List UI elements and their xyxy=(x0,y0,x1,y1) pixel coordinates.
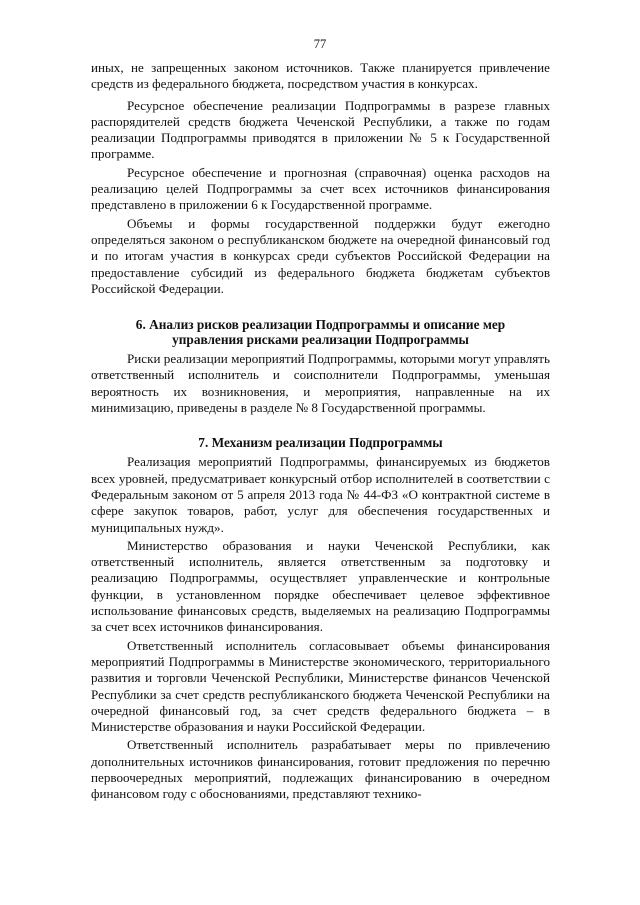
paragraph-additional-sources: Ответственный исполнитель разрабатывает меры по привлечению дополнительных источников финансирования, готовит предложения по перечню первоочередных мероприятий, подлежащих финансированию в очередном финансовом году с обоснованиями, представляют технико- xyxy=(91,737,550,802)
paragraph-mechanism-procurement: Реализация мероприятий Подпрограммы, финансируемых из бюджетов всех уровней, предусматривает конкурсный отбор исполнителей в соответствии с Федеральным законом от 5 апреля 2013 года № 44-ФЗ «О контрактной системе в сфере закупок товаров, работ, услуг для обеспечения государственных и муниципальных нужд». xyxy=(91,454,550,535)
page-number: 77 xyxy=(313,37,327,51)
paragraph-ministry-responsibility: Министерство образования и науки Чеченской Республики, как ответственный исполнитель, является ответственным за подготовку и реализацию Подпрограммы, осуществляет управленческие и контрольные функции, в установленном порядке обеспечивает целевое эффективное использование финансовых средств, выделяемых на реализацию Подпрограммы за счет всех источников финансирования. xyxy=(91,537,550,635)
section-6-heading xyxy=(91,317,550,347)
paragraph-financing-coordination: Ответственный исполнитель согласовывает объемы финансирования мероприятий Подпрограммы в Министерстве экономического, территориального развития и торговли Чеченской Республики, Министерстве финансов Чеченской Республики за счет средств республиканского бюджета Чеченской Республики на очередной финансовый год, за счет средств федерального бюджета – в Министерстве образования и науки Российской Федерации. xyxy=(91,637,550,735)
paragraph-resource-forecast: Ресурсное обеспечение и прогнозная (справочная) оценка расходов на реализацию целей Подпрограммы за счет всех источников финансирования представлено в приложении 6 к Государственной программе. xyxy=(91,164,550,213)
paragraph-state-support: Объемы и формы государственной поддержки будут ежегодно определяться законом о республиканском бюджете на очередной финансовый год и по итогам участия в конкурсах среди субъектов Российской Федерации на предоставление субсидий из федерального бюджета бюджетам субъектов Российской Федерации. xyxy=(91,215,550,296)
paragraph-resource-distribution: Ресурсное обеспечение реализации Подпрограммы в разрезе главных распорядителей средств бюджета Чеченской Республики, а также по годам реализации Подпрограммы приводятся в приложении № 5 к Государственной программе. xyxy=(91,97,550,162)
section-6-heading-line2: управления рисками реализации Подпрограммы xyxy=(172,332,469,348)
section-6-heading-line1: 6. Анализ рисков реализации Подпрограммы и описание мер xyxy=(135,317,506,333)
page-content xyxy=(91,60,550,803)
paragraph-continuation: иных, не запрещенных законом источников. Также планируется привлечение средств из федерального бюджета, посредством участия в конкурсах. xyxy=(91,60,550,92)
section-7-heading: 7. Механизм реализации Подпрограммы xyxy=(198,435,443,451)
paragraph-risks: Риски реализации мероприятий Подпрограммы, которыми могут управлять ответственный исполнитель и соисполнители Подпрограммы, уменьшая вероятность их возникновения, и мероприятия, направленные на их минимизацию, приведены в разделе № 8 Государственной программы. xyxy=(91,351,550,416)
